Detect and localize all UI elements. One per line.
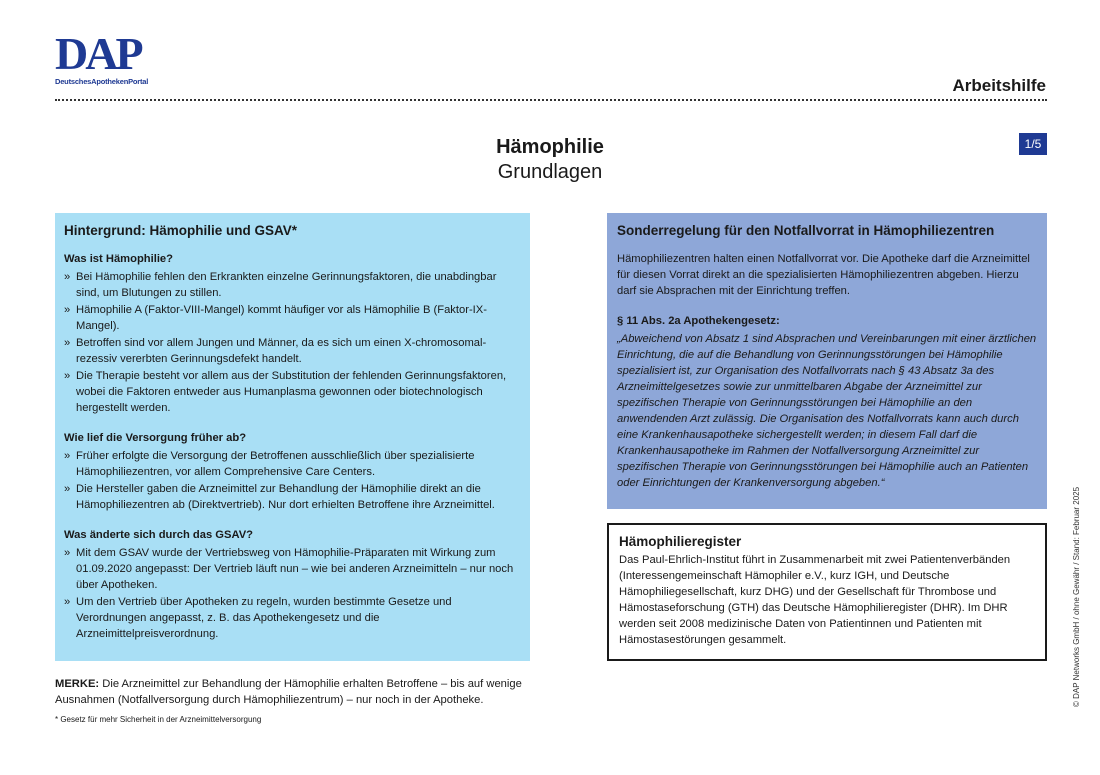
emergency-stock-box xyxy=(607,213,1047,509)
section-question: Was änderte sich durch das GSAV? xyxy=(64,529,253,541)
bullet-item: » Um den Vertrieb über Apotheken zu regeln, wurden bestimmte Gesetze und Verordnungen angepasst, z. B. das Apothekengesetz und die Arzneimittelpreisverordnung. xyxy=(64,594,520,642)
section-question: Was ist Hämophilie? xyxy=(64,253,173,265)
footnote: * Gesetz für mehr Sicherheit in der Arzneimittelversorgung xyxy=(55,715,262,724)
bullet-item: » Hämophilie A (Faktor-VIII-Mangel) kommt häufiger vor als Hämophilie B (Faktor-IX-Mangel). xyxy=(64,302,520,334)
section-what-is xyxy=(64,251,520,416)
copyright-note: © DAP Networks GmbH / ohne Gewähr / Stand: Februar 2025 xyxy=(1072,486,1081,707)
section-label: Arbeitshilfe xyxy=(952,76,1046,95)
bullet-list xyxy=(64,448,520,513)
merke-text: Die Arzneimittel zur Behandlung der Hämophilie erhalten Betroffene – bis auf wenige Ausnahmen (Notfallversorgung durch Hämophiliezentrum) – nur noch in der Apotheke. xyxy=(55,678,522,706)
registry-heading: Hämophilieregister xyxy=(619,534,742,549)
background-info-box xyxy=(55,213,530,661)
merke-note xyxy=(55,676,545,708)
emergency-stock-intro: Hämophiliezentren halten einen Notfallvorrat vor. Die Apotheke darf die Arzneimittel für diesen Vorrat direkt an die spezialisierten Hämophiliezentren abgeben. Hierzu darf sie Absprachen mit der Einrichtung treffen. xyxy=(617,253,1030,297)
bullet-item: » Bei Hämophilie fehlen den Erkrankten einzelne Gerinnungsfaktoren, die unabdingbar sind, um Blutungen zu stillen. xyxy=(64,269,520,301)
section-question: Wie lief die Versorgung früher ab? xyxy=(64,432,247,444)
section-past-supply xyxy=(64,430,520,513)
registry-box xyxy=(607,523,1047,661)
page-title: Hämophilie xyxy=(496,136,604,158)
law-heading: § 11 Abs. 2a Apothekengesetz: xyxy=(617,315,780,327)
section-gsav-changes xyxy=(64,527,520,642)
bullet-item: » Betroffen sind vor allem Jungen und Männer, da es sich um einen X-chromosomal-rezessiv vererbten Gerinnungsdefekt handelt. xyxy=(64,335,520,367)
law-quote: „Abweichend von Absatz 1 sind Absprachen und Vereinbarungen mit einer ärztlichen Einrichtung, die auf die Behandlung von Gerinnungsstörungen bei Hämophilie spezialisiert ist, zur Organisation des Notfallvorrats nach § 43 Absatz 3a des Arzneimittelgesetzes sowie zur unmittelbaren Abgabe der Arzneimittel zur spezifischen Therapie von Gerinnungsstörungen bei Hämophilie an den anwendenden Arzt zulässig. Die Organisation des Notfallvorrats kann auch durch eine Krankenhausapotheke sichergestellt werden; in diesem Fall darf die Krankenhausapotheke im Rahmen der Notfallversorgung Arzneimittel zur spezifischen Therapie von Gerinnungsstörungen bei Hämophilie auch an Patienten oder Einrichtungen der Krankenversorgung abgeben.“ xyxy=(617,333,1037,489)
bullet-list xyxy=(64,269,520,416)
registry-text: Das Paul-Ehrlich-Institut führt in Zusammenarbeit mit zwei Patientenverbänden (Interessengemeinschaft Hämophiler e.V., kurz IGH, und Deutsche Hämophiliegesellschaft, kurz DHG) und der Gesellschaft für Thrombose und Hämostaseforschung (GTH) das Deutsche Hämophilieregister (DHR). Im DHR werden seit 2008 medizinische Daten von Patientinnen und Patienten mit Hämostasestörungen gesammelt. xyxy=(619,554,1011,646)
header-divider xyxy=(55,99,1047,101)
bullet-item: » Die Therapie besteht vor allem aus der Substitution der fehlenden Gerinnungsfaktoren, wobei die Faktoren entweder aus Humanplasma gewonnen oder biotechnologisch hergestellt werden. xyxy=(64,368,520,416)
logo-subtitle: DeutschesApothekenPortal xyxy=(55,77,149,86)
bullet-item: » Die Hersteller gaben die Arzneimittel zur Behandlung der Hämophilie direkt an die Hämophiliezentren ab (Direktvertrieb). Nur dort erhielten Betroffene ihre Arzneimittel. xyxy=(64,481,520,513)
bullet-item: » Früher erfolgte die Versorgung der Betroffenen ausschließlich über spezialisierte Hämophiliezentren, vor allem Comprehensive Care Centers. xyxy=(64,448,520,480)
background-heading: Hintergrund: Hämophilie und GSAV* xyxy=(64,223,298,238)
bullet-list xyxy=(64,545,520,642)
emergency-stock-heading: Sonderregelung für den Notfallvorrat in Hämophiliezentren xyxy=(617,223,995,238)
dap-logo xyxy=(55,28,155,86)
page-number-badge: 1/5 xyxy=(1019,133,1047,155)
bullet-item: » Mit dem GSAV wurde der Vertriebsweg von Hämophilie-Präparaten mit Wirkung zum 01.09.2020 angepasst: Der Vertrieb läuft nun – wie bei anderen Arzneimitteln – nur noch über Apotheken. xyxy=(64,545,520,593)
logo-mark: DAP xyxy=(55,28,141,79)
page-subtitle: Grundlagen xyxy=(497,161,603,183)
merke-label: MERKE: xyxy=(55,678,100,690)
